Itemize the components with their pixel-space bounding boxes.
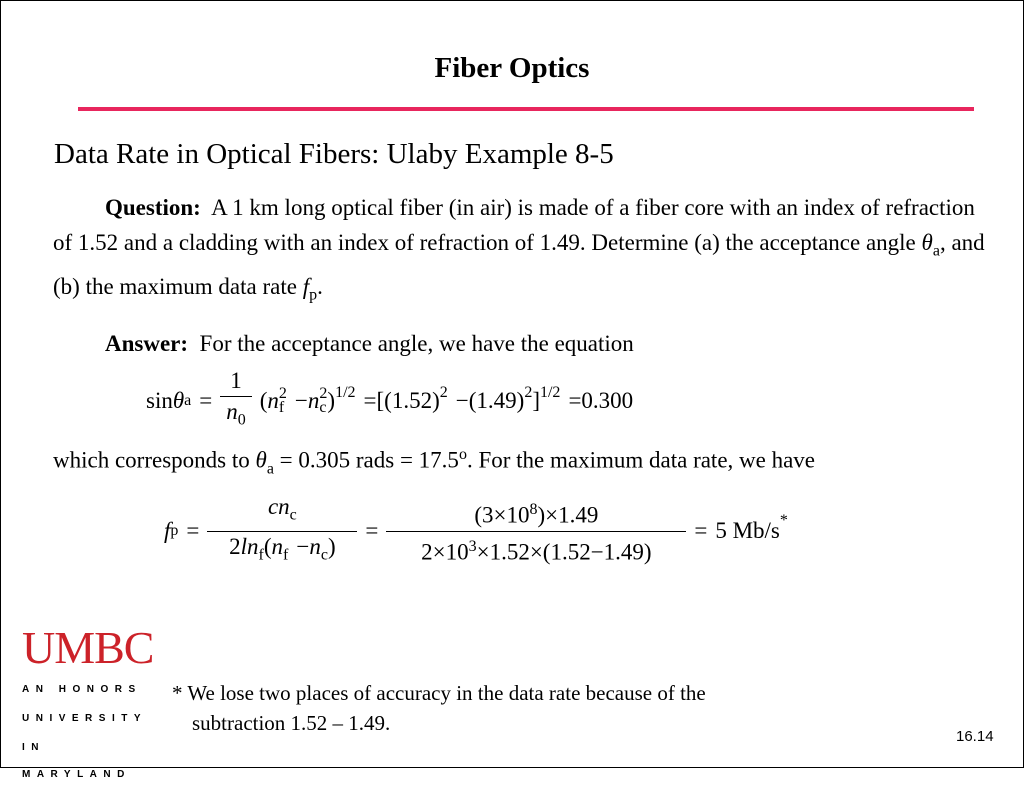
- data-rate-equation: [164, 492, 788, 570]
- eq1-equals-3: =: [568, 387, 582, 413]
- answer-text: For the acceptance angle, we have the equation: [199, 331, 634, 356]
- eq2-frac2-den: $2\times 10^3\times 1.52\times(1.52-1.49)$: [421, 537, 652, 565]
- eq1-nc: n: [307, 387, 320, 413]
- eq1-close-paren: ): [327, 387, 336, 413]
- acceptance-angle-equation: sin θ a = $\frac{1}{n_0}$ ( n 2 f − n 2 c ) $^{1/2}$ = [(1.52) $^2$ − (1.49) $^2$ ] $^{1/2}$ = 0.300: [146, 366, 633, 436]
- eq1-nf: n: [267, 387, 279, 413]
- which-theta-sub: a: [266, 460, 274, 478]
- degree-mark: o: [458, 446, 467, 463]
- answer-paragraph: [53, 326, 988, 361]
- eq1-frac-den: $n_0$: [226, 399, 246, 429]
- theta-subscript: a: [932, 242, 940, 260]
- logo-line-1: AN HONORS: [22, 684, 142, 695]
- umbc-wordmark: UMBC: [22, 622, 154, 673]
- eq1-frac-num: 1: [230, 368, 242, 393]
- question-label: Question:: [105, 195, 201, 220]
- page-number: 16.14: [956, 728, 994, 745]
- title-underline: [78, 107, 974, 111]
- eq1-exponent: 1/2: [335, 383, 356, 401]
- question-paragraph: [53, 190, 988, 312]
- slide-subtitle: Data Rate in Optical Fibers: Ulaby Example 8-5: [54, 138, 614, 170]
- which-text-3: . For the maximum data rate, we have: [466, 447, 816, 473]
- eq1-theta: θ: [172, 387, 185, 413]
- eq2-frac1-num: $cn_c$: [267, 494, 297, 524]
- which-theta: θ: [255, 447, 267, 473]
- eq1-open-paren: (: [259, 387, 268, 413]
- footnote-line-2: subtraction 1.52 – 1.49.: [192, 711, 391, 735]
- question-text-1: A 1 km long optical fiber (in air) is made of a fiber core with an index of refraction of 1.52 and a cladding with an index of refraction of 1.49. Determine (a) the acceptance angle: [53, 195, 975, 255]
- f-symbol: f: [302, 273, 310, 299]
- eq1-minus: −: [294, 387, 308, 413]
- umbc-logo: [22, 622, 162, 788]
- eq1-equals-2: =: [363, 387, 377, 413]
- slide-title: Fiber Optics: [434, 52, 590, 84]
- question-text-2: , and (b) the maximum data rate: [53, 230, 985, 299]
- footnote-line-1: * We lose two places of accuracy in the data rate because of the: [172, 681, 706, 705]
- eq2-footnote-star: *: [779, 512, 788, 530]
- which-text-2: = 0.305 rads = 17.5: [273, 447, 459, 473]
- eq2-equals-2: =: [365, 518, 379, 544]
- eq1-theta-sub: a: [184, 391, 192, 409]
- f-subscript: p: [309, 286, 318, 304]
- logo-line-2: UNIVERSITY: [22, 713, 148, 724]
- eq1-bracket-mid: (1.49): [468, 387, 525, 413]
- eq2-fraction-1: [207, 492, 357, 570]
- eq2-f: f: [164, 518, 171, 544]
- which-paragraph: [53, 437, 988, 486]
- eq2-frac2-num: $(3\times 10^8)\times 1.49$: [474, 500, 599, 528]
- footnote: [172, 678, 706, 738]
- theta-symbol: θ: [921, 230, 933, 255]
- eq2-equals: =: [186, 518, 200, 544]
- answer-label: Answer:: [105, 331, 189, 356]
- eq2-f-sub: p: [170, 522, 179, 540]
- eq2-equals-3: =: [694, 518, 708, 544]
- eq2-result: 5 Mb/s: [715, 518, 780, 544]
- eq1-bracket-open: [(1.52): [376, 387, 440, 413]
- which-text-1: which corresponds to: [53, 447, 256, 473]
- eq1-bracket-close: ]: [532, 387, 540, 413]
- sin-fn: sin: [146, 387, 173, 413]
- eq2-frac1-den: $2\ln_f(n_f -n_c)$: [229, 533, 336, 564]
- eq1-result: 0.300: [581, 387, 634, 413]
- question-text-3: .: [317, 273, 323, 299]
- eq1-minus-2: −: [455, 387, 469, 413]
- eq1-fraction: [220, 366, 252, 436]
- eq2-fraction-2: [386, 495, 686, 567]
- logo-line-3: IN MARYLAND: [22, 742, 131, 780]
- eq1-equals: =: [199, 387, 213, 413]
